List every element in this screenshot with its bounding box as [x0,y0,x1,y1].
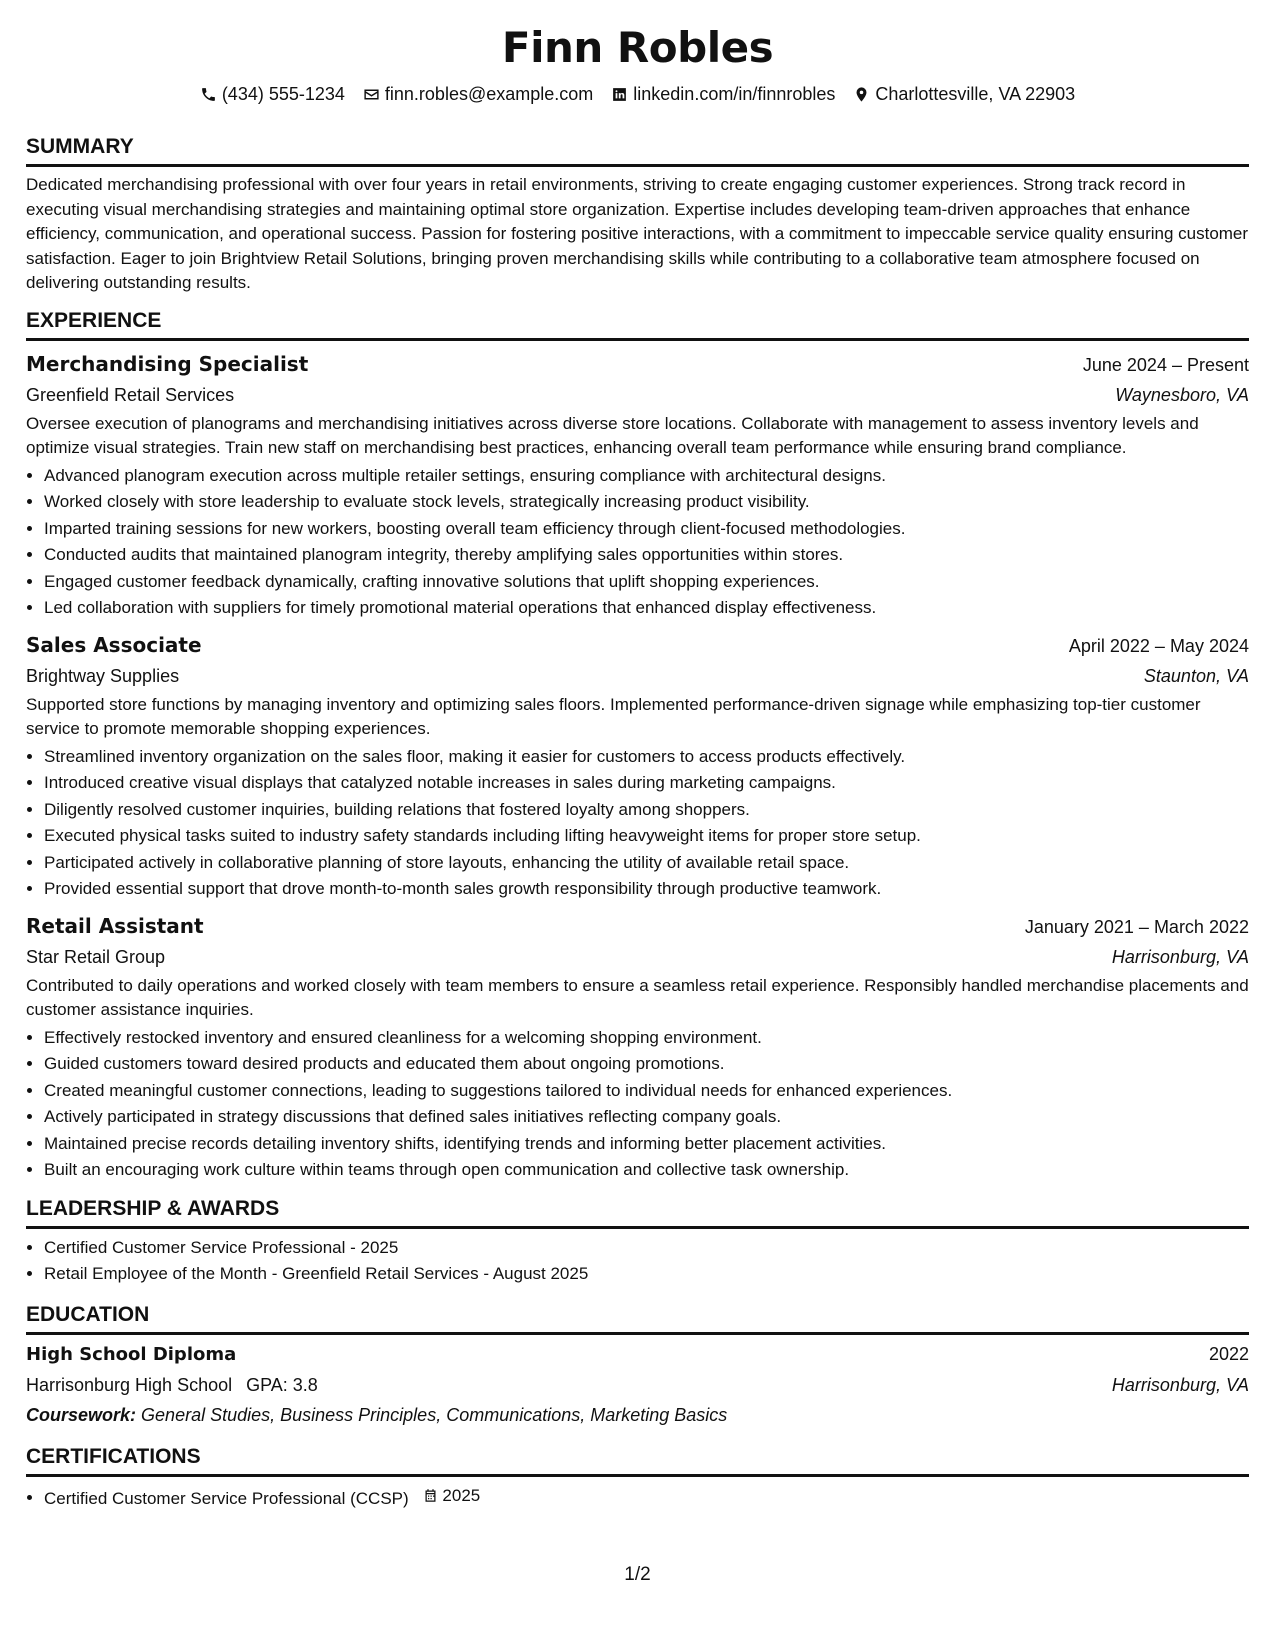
list-item: • Engaged customer feedback dynamically, crafting innovative solutions that uplift shopping experiences. [44,569,1249,596]
job-description: Oversee execution of planograms and merchandising initiatives across diverse store locations. Collaborate with management to assess inventory levels and optimize visual strategies. Train new staff on merchandising best practices, enhancing overall team performance while ensuring brand compliance. [26,413,1199,457]
list-item: • Provided essential support that drove month-to-month sales growth responsibility through productive teamwork. [44,876,1249,903]
certification-name: Certified Customer Service Professional (CCSP) [44,1488,409,1508]
list-item: • Worked closely with store leadership to evaluate stock levels, strategically increasing product visibility. [44,489,1249,516]
job-location: Staunton, VA [1143,665,1249,686]
map-pin-icon [853,86,870,103]
job-entry [26,349,1249,622]
list-item: • Streamlined inventory organization on the sales floor, making it easier for customers to access products effectively. [44,744,1249,771]
list-item: • Executed physical tasks suited to industry safety standards including lifting heavyweight items for proper store setup. [44,823,1249,850]
leadership-list [26,1235,1249,1288]
list-item: • Introduced creative visual displays that catalyzed notable increases in sales during marketing campaigns. [44,770,1249,797]
list-item: • Participated actively in collaborative planning of store layouts, enhancing the utility of available retail space. [44,850,1249,877]
contact-location [853,84,1075,105]
list-item: • Advanced planogram execution across multiple retailer settings, ensuring compliance with architectural designs. [44,463,1249,490]
section-title-summary: SUMMARY [26,134,1249,167]
list-item: • Conducted audits that maintained planogram integrity, thereby amplifying sales opportunities within stores. [44,542,1249,569]
envelope-icon [363,86,380,103]
gpa: GPA: 3.8 [246,1374,318,1395]
linkedin-icon [611,86,628,103]
phone-icon [200,86,217,103]
job-entry [26,911,1249,1184]
list-item: • Maintained precise records detailing inventory shifts, identifying trends and informing better placement activities. [44,1131,1249,1158]
certification-year: 2025 [442,1485,481,1505]
email-text: finn.robles@example.com [384,83,594,104]
contact-linkedin[interactable] [611,84,835,105]
section-title-certifications: CERTIFICATIONS [26,1444,1249,1477]
list-item: • Effectively restocked inventory and ensured cleanliness for a welcoming shopping environment. [44,1025,1249,1052]
list-item: • Led collaboration with suppliers for timely promotional material operations that enhanced display effectiveness. [44,595,1249,622]
job-title: Merchandising Specialist [26,351,309,376]
list-item: • Imparted training sessions for new workers, boosting overall team efficiency through client-focused methodologies. [44,516,1249,543]
section-title-education: EDUCATION [26,1302,1249,1335]
job-title: Sales Associate [26,632,202,657]
candidate-name: Finn Robles [501,23,774,72]
contact-phone[interactable] [200,84,345,105]
job-dates: June 2024 – Present [1082,354,1249,375]
list-item: • Diligently resolved customer inquiries, building relations that fostered loyalty among shoppers. [44,797,1249,824]
job-company: Star Retail Group [26,946,166,967]
certifications-list [26,1483,1249,1512]
job-description: Supported store functions by managing inventory and optimizing sales floors. Implemented performance-driven signage while emphasizing top-tier customer service to promote memorable shopping experiences. [26,694,1201,738]
school-name: Harrisonburg High School [26,1374,233,1395]
list-item [44,1483,1249,1512]
linkedin-text: linkedin.com/in/finnrobles [633,83,836,104]
phone-text: (434) 555-1234 [221,83,345,104]
list-item: • Retail Employee of the Month - Greenfield Retail Services - August 2025 [44,1261,1249,1288]
job-bullets [26,1025,1249,1184]
job-company: Greenfield Retail Services [26,384,235,405]
list-item: • Certified Customer Service Professional - 2025 [44,1235,1249,1262]
job-title: Retail Assistant [26,913,204,938]
resume-page [26,20,1249,1512]
job-bullets [26,744,1249,903]
job-company: Brightway Supplies [26,665,180,686]
list-item: • Built an encouraging work culture within teams through open communication and collective task ownership. [44,1157,1249,1184]
contact-email[interactable] [363,84,593,105]
contact-bar [26,82,1249,106]
certification-date [423,1483,480,1510]
location-text: Charlottesville, VA 22903 [875,83,1076,104]
education-year: 2022 [1208,1343,1249,1364]
summary-text: Dedicated merchandising professional with over four years in retail environments, striving to create engaging customer experiences. Strong track record in executing visual merchandising strategies and maintaining optimal store organization. Expertise includes developing team-driven approaches that enhance efficiency, communication, and operational success. Passion for fostering positive interactions, with a commitment to impeccable service quality ensuring customer satisfaction. Eager to join Brightview Retail Solutions, bringing proven merchandising skills while contributing to a collaborative team atmosphere focused on delivering outstanding results. [26,175,1249,292]
job-entry [26,630,1249,903]
list-item: • Actively participated in strategy discussions that defined sales initiatives reflecting company goals. [44,1104,1249,1131]
job-location: Waynesboro, VA [1115,384,1249,405]
section-title-leadership: LEADERSHIP & AWARDS [26,1196,1249,1229]
coursework-text: General Studies, Business Principles, Communications, Marketing Basics [141,1404,728,1425]
job-bullets [26,463,1249,622]
section-title-experience: EXPERIENCE [26,308,1249,341]
education-entry [26,1339,1249,1430]
calendar-icon [423,1488,438,1503]
page-number: 1/2 [624,1564,651,1585]
coursework [26,1400,1249,1430]
education-location: Harrisonburg, VA [1111,1374,1249,1395]
job-dates: April 2022 – May 2024 [1068,635,1249,656]
list-item: • Guided customers toward desired products and educated them about ongoing promotions. [44,1051,1249,1078]
job-location: Harrisonburg, VA [1111,946,1249,967]
list-item: • Created meaningful customer connections, leading to suggestions tailored to individual needs for enhanced experiences. [44,1078,1249,1105]
coursework-label: Coursework: [26,1404,137,1425]
job-description: Contributed to daily operations and worked closely with team members to ensure a seamless retail experience. Responsibly handled merchandise placements and customer assistance inquiries. [26,975,1249,1019]
degree: High School Diploma [26,1343,237,1365]
job-dates: January 2021 – March 2022 [1024,916,1249,937]
